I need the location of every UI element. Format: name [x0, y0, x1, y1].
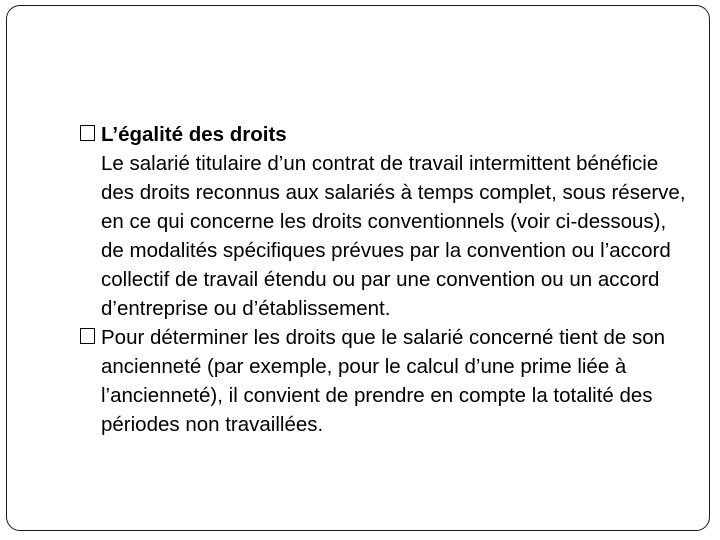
slide-content [80, 120, 690, 439]
square-bullet-icon [80, 125, 95, 141]
bullet-heading: L’égalité des droits [101, 123, 287, 146]
bullet-item-equality [80, 120, 690, 323]
bullet-text: Pour déterminer les droits que le salarié concerné tient de son ancienneté (par exemple, pour le calcul d’une prime liée à l’ancienneté), il convient de prendre en compte la totalité des périodes non travaillées. [101, 326, 666, 436]
bullet-item-seniority [80, 323, 690, 439]
bullet-text: Le salarié titulaire d’un contrat de travail intermittent bénéficie des droits reconnus aux salariés à temps complet, sous réserve, en ce qui concerne les droits conventionnels (voir ci-dessous), de modalités spécifiques prévues par la convention ou l’accord collectif de travail étendu ou par une convention ou un accord d’entreprise ou d’établissement. [101, 152, 686, 320]
square-bullet-icon [80, 328, 95, 344]
